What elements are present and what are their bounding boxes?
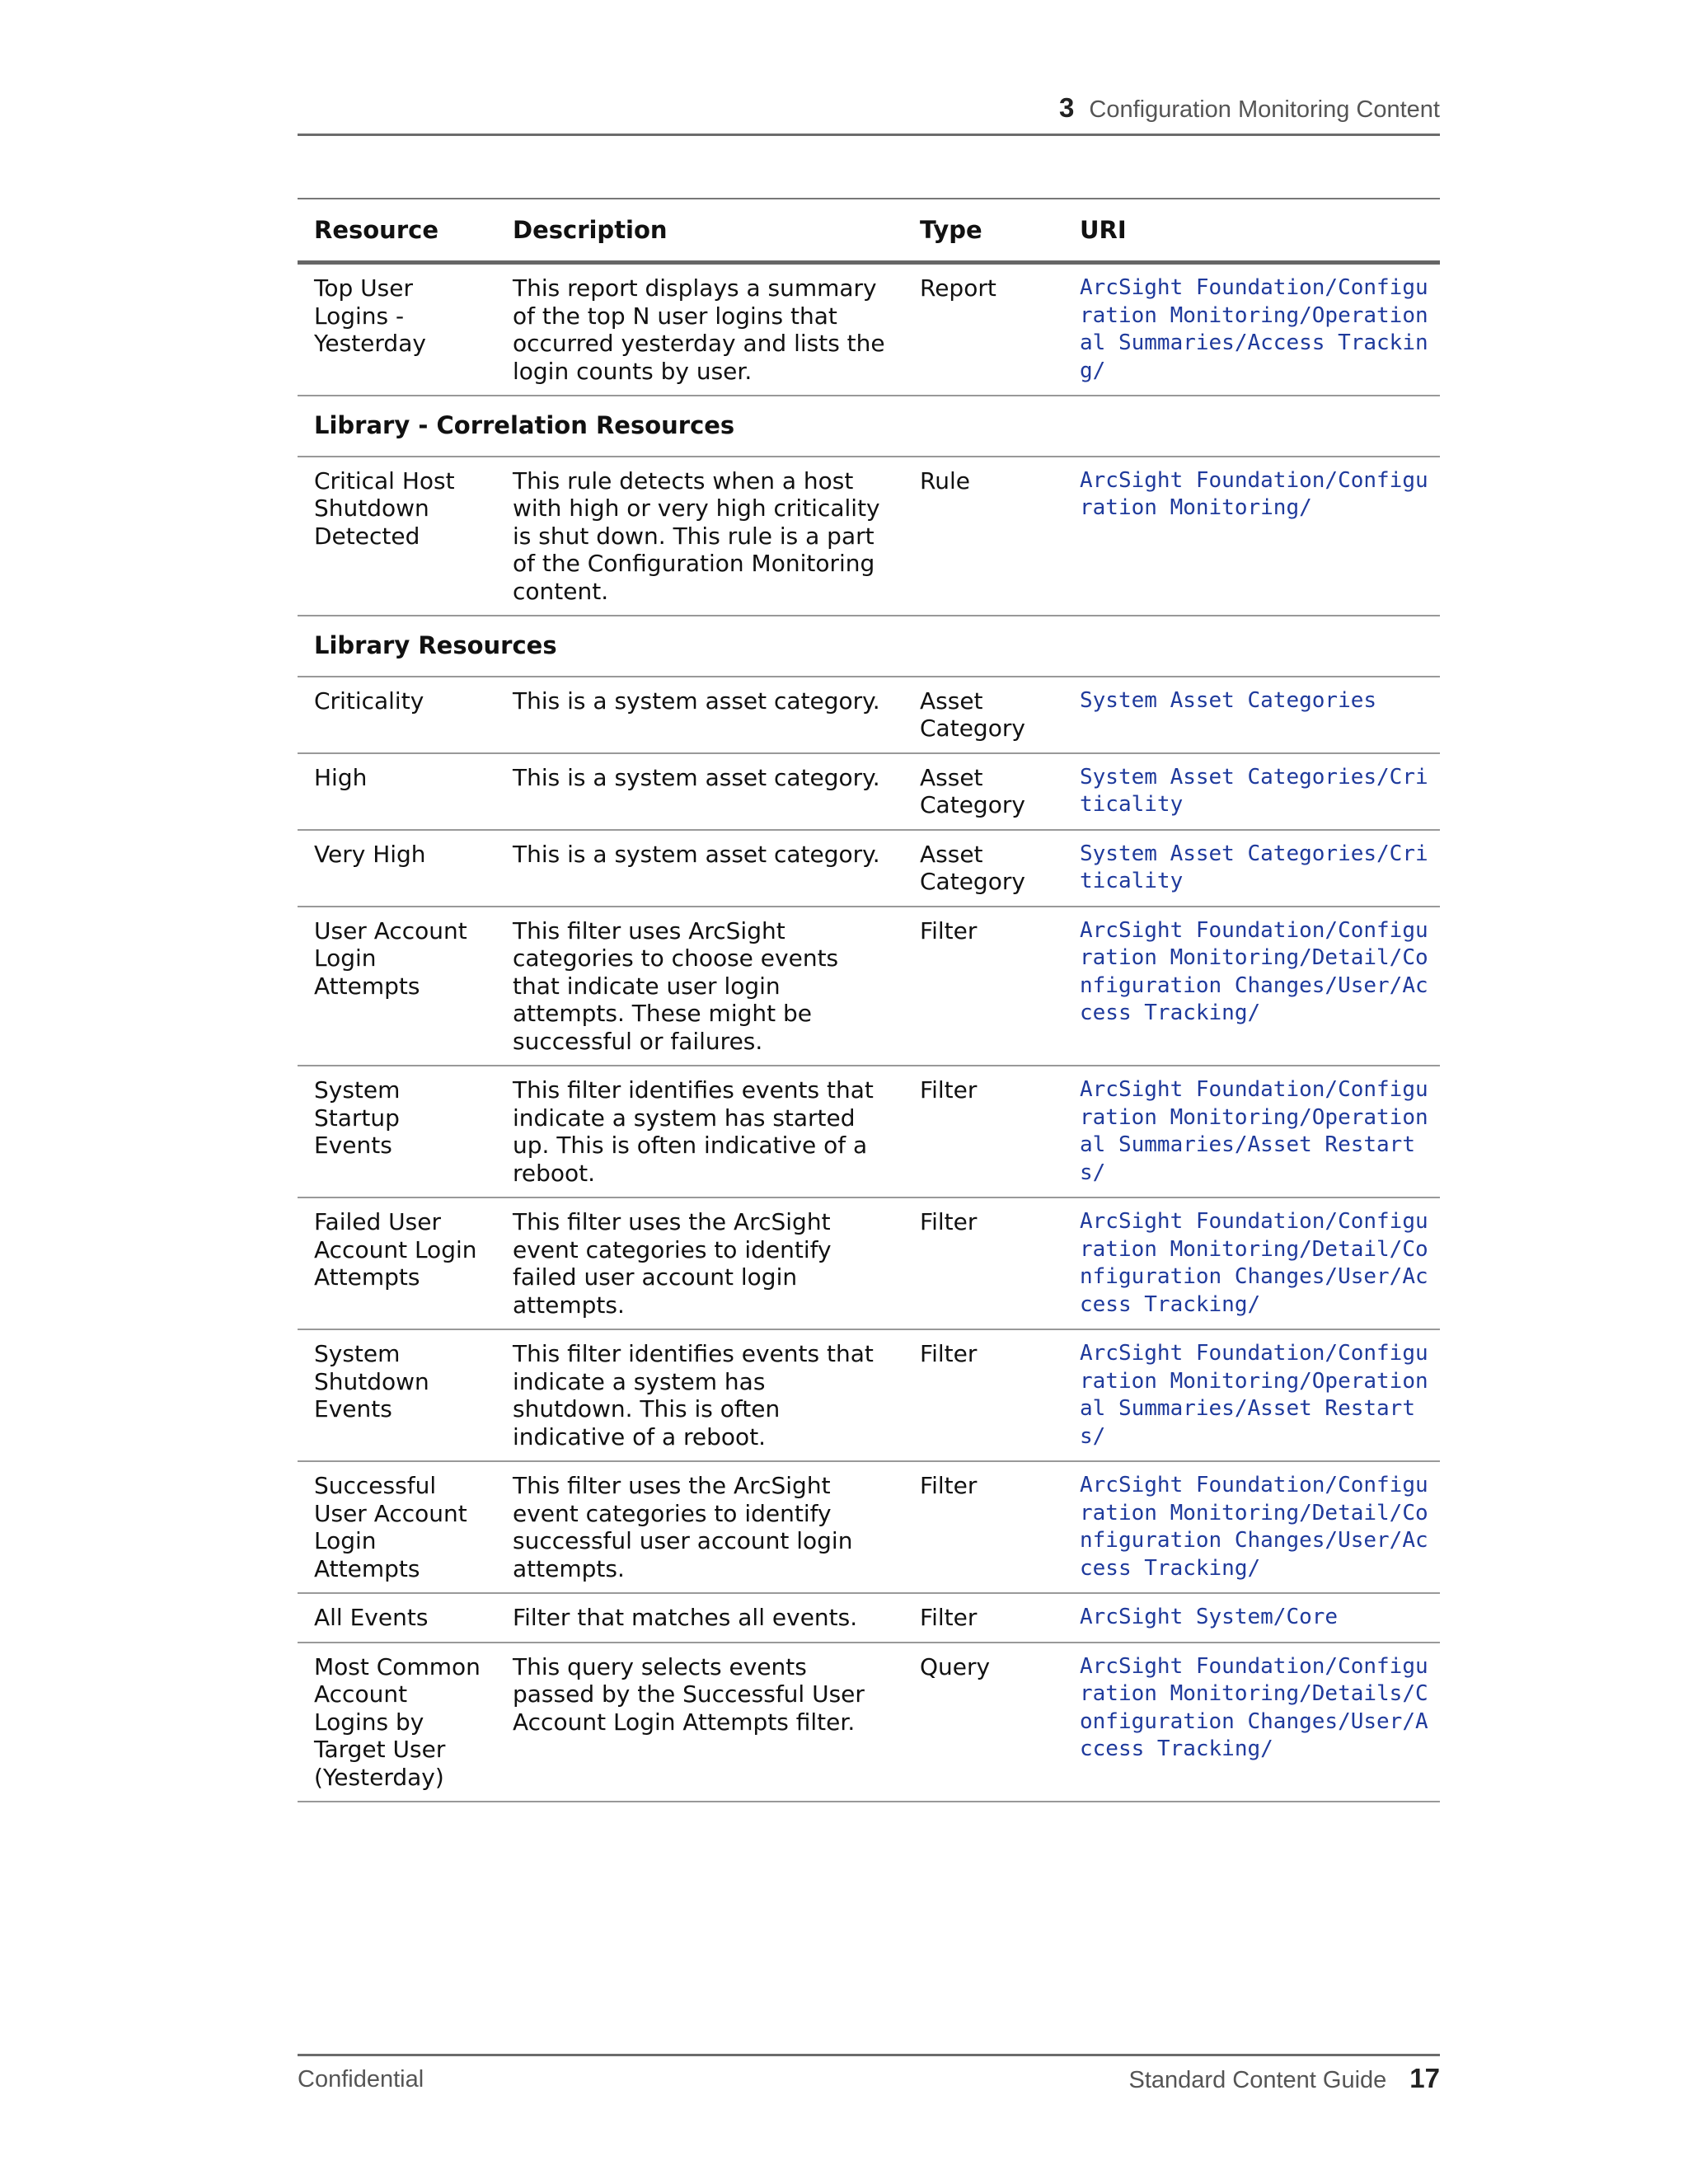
cell-resource: Failed User Account Login Attempts: [298, 1197, 496, 1329]
cell-resource: System Shutdown Events: [298, 1329, 496, 1461]
table-row: [298, 1593, 1440, 1643]
table-row: [298, 1643, 1440, 1802]
table-header-row: [298, 199, 1440, 263]
cell-type: Filter: [903, 1593, 1063, 1643]
cell-description: This query selects events passed by the Successful User Account Login Attempts filter.: [496, 1643, 903, 1802]
cell-description: This rule detects when a host with high or very high criticality is shut down. This rule is a part of the Configuration Monitoring content.: [496, 457, 903, 616]
table-row: [298, 457, 1440, 616]
cell-type: Asset Category: [903, 753, 1063, 830]
cell-uri: ArcSight System/Core: [1063, 1593, 1440, 1643]
page-footer: [298, 2054, 1440, 2093]
table-row: [298, 1461, 1440, 1593]
cell-description: This filter uses the ArcSight event categories to identify successful user account login attempts.: [496, 1461, 903, 1593]
cell-type: Query: [903, 1643, 1063, 1802]
table-row: [298, 677, 1440, 753]
cell-uri: ArcSight Foundation/Configuration Monitoring/Details/Configuration Changes/User/Access Tracking/: [1063, 1643, 1440, 1802]
page-header: [298, 86, 1440, 136]
cell-type: Filter: [903, 1197, 1063, 1329]
cell-uri: System Asset Categories/Criticality: [1063, 753, 1440, 830]
cell-uri: System Asset Categories/Criticality: [1063, 830, 1440, 907]
table-body: [298, 263, 1440, 1802]
section-heading: Library Resources: [298, 616, 1440, 677]
table-row: [298, 1329, 1440, 1461]
cell-resource: High: [298, 753, 496, 830]
cell-uri: ArcSight Foundation/Configuration Monitoring/Detail/Configuration Changes/User/Access Tracking/: [1063, 1197, 1440, 1329]
column-header-description: Description: [496, 199, 903, 263]
guide-title: Standard Content Guide: [1128, 2067, 1387, 2093]
cell-type: Report: [903, 263, 1063, 396]
table-row: [298, 753, 1440, 830]
cell-type: Filter: [903, 1066, 1063, 1197]
page-number: 17: [1409, 2063, 1440, 2093]
cell-resource: System Startup Events: [298, 1066, 496, 1197]
section-row: [298, 616, 1440, 677]
cell-resource: Criticality: [298, 677, 496, 753]
cell-description: This is a system asset category.: [496, 830, 903, 907]
cell-type: Rule: [903, 457, 1063, 616]
cell-resource: All Events: [298, 1593, 496, 1643]
table-row: [298, 263, 1440, 396]
cell-description: This filter identifies events that indicate a system has shutdown. This is often indicative of a reboot.: [496, 1329, 903, 1461]
cell-uri: ArcSight Foundation/Configuration Monitoring/Operational Summaries/Access Tracking/: [1063, 263, 1440, 396]
chapter-heading: [1059, 92, 1440, 124]
resource-table: [298, 198, 1440, 1802]
chapter-title: Configuration Monitoring Content: [1089, 96, 1440, 123]
cell-uri: ArcSight Foundation/Configuration Monitoring/Detail/Configuration Changes/User/Access Tracking/: [1063, 907, 1440, 1066]
cell-resource: Very High: [298, 830, 496, 907]
column-header-uri: URI: [1063, 199, 1440, 263]
cell-resource: User Account Login Attempts: [298, 907, 496, 1066]
cell-description: This filter uses ArcSight categories to choose events that indicate user login attempts. These might be successful or failures.: [496, 907, 903, 1066]
cell-type: Filter: [903, 1461, 1063, 1593]
cell-uri: ArcSight Foundation/Configuration Monitoring/Detail/Configuration Changes/User/Access Tracking/: [1063, 1461, 1440, 1593]
cell-uri: ArcSight Foundation/Configuration Monitoring/: [1063, 457, 1440, 616]
cell-uri: System Asset Categories: [1063, 677, 1440, 753]
table-row: [298, 907, 1440, 1066]
footer-confidential: Confidential: [298, 2066, 424, 2093]
cell-description: This is a system asset category.: [496, 753, 903, 830]
cell-description: This is a system asset category.: [496, 677, 903, 753]
cell-description: This report displays a summary of the top N user logins that occurred yesterday and lists the login counts by user.: [496, 263, 903, 396]
cell-resource: Critical Host Shutdown Detected: [298, 457, 496, 616]
column-header-type: Type: [903, 199, 1063, 263]
cell-description: This filter identifies events that indicate a system has started up. This is often indicative of a reboot.: [496, 1066, 903, 1197]
cell-resource: Most Common Account Logins by Target User (Yesterday): [298, 1643, 496, 1802]
cell-resource: Top User Logins - Yesterday: [298, 263, 496, 396]
cell-uri: ArcSight Foundation/Configuration Monitoring/Operational Summaries/Asset Restarts/: [1063, 1329, 1440, 1461]
cell-description: Filter that matches all events.: [496, 1593, 903, 1643]
table-row: [298, 1066, 1440, 1197]
section-row: [298, 396, 1440, 457]
column-header-resource: Resource: [298, 199, 496, 263]
cell-description: This filter uses the ArcSight event categories to identify failed user account login attempts.: [496, 1197, 903, 1329]
table-row: [298, 1197, 1440, 1329]
footer-right: [1129, 2063, 1441, 2094]
section-heading: Library - Correlation Resources: [298, 396, 1440, 457]
table-row: [298, 830, 1440, 907]
chapter-number: 3: [1059, 92, 1075, 123]
cell-resource: Successful User Account Login Attempts: [298, 1461, 496, 1593]
cell-uri: ArcSight Foundation/Configuration Monitoring/Operational Summaries/Asset Restarts/: [1063, 1066, 1440, 1197]
cell-type: Asset Category: [903, 830, 1063, 907]
cell-type: Filter: [903, 1329, 1063, 1461]
cell-type: Asset Category: [903, 677, 1063, 753]
cell-type: Filter: [903, 907, 1063, 1066]
